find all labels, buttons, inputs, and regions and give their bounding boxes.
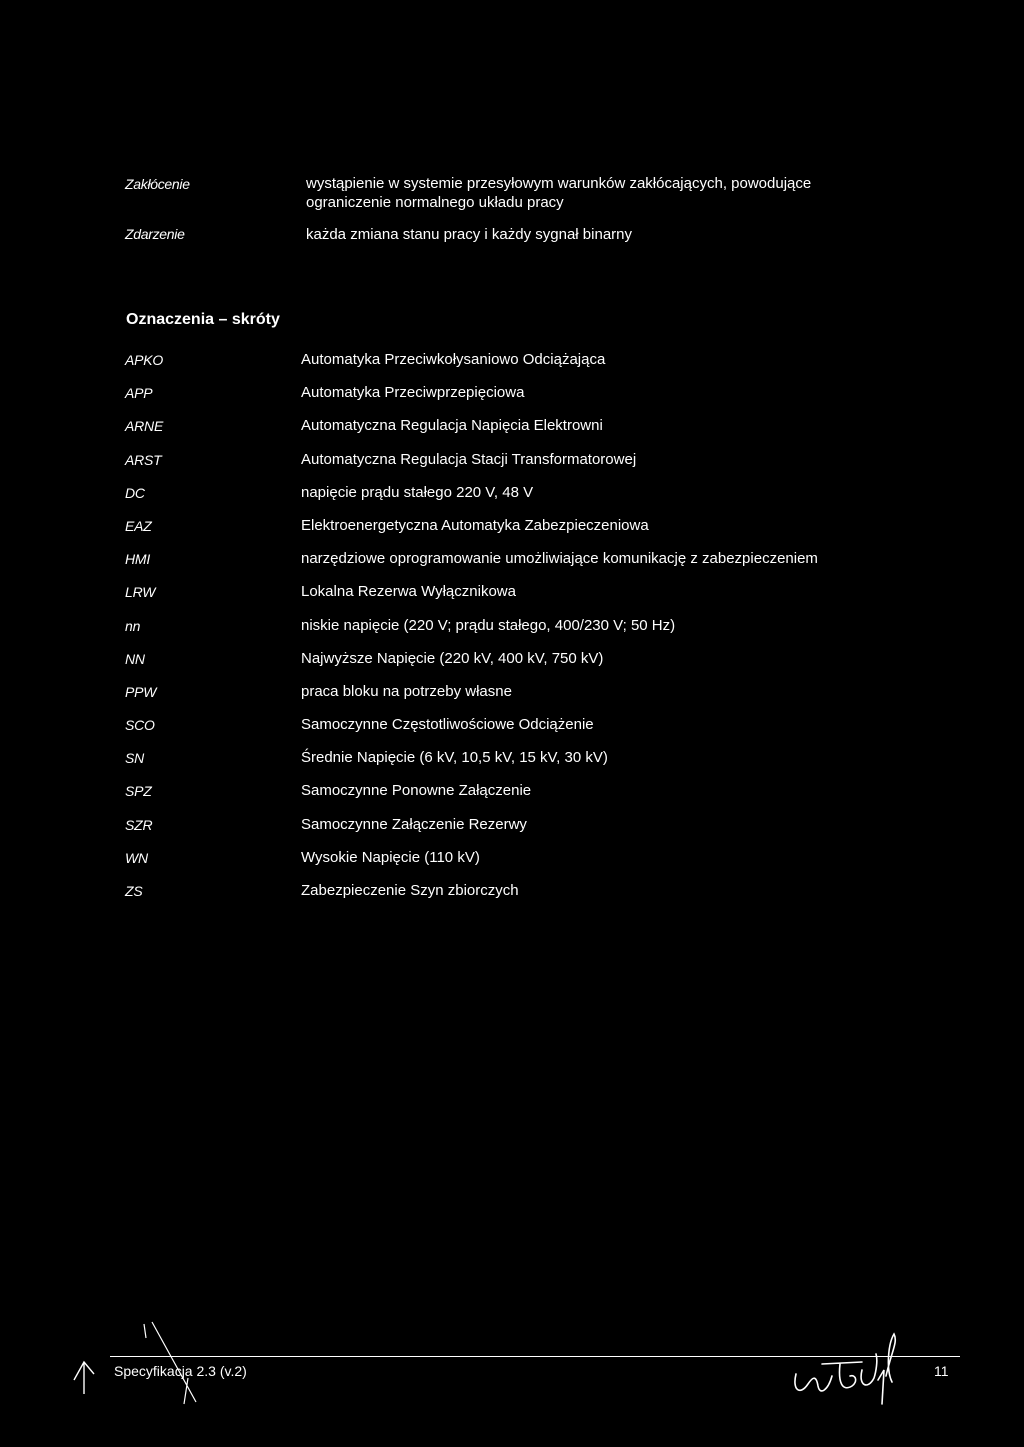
abbreviation-row xyxy=(125,717,905,750)
abbreviation-row xyxy=(125,584,905,617)
abbreviation-row xyxy=(125,651,905,684)
abbreviation-row xyxy=(125,418,905,451)
abbreviation-key: ARST xyxy=(125,451,162,468)
abbreviation-key: EAZ xyxy=(125,517,152,534)
abbreviation-key: DC xyxy=(125,484,145,501)
abbreviation-key: ZS xyxy=(125,883,143,899)
page-number: 11 xyxy=(934,1363,949,1379)
abbreviation-row xyxy=(125,352,905,385)
abbreviation-row xyxy=(125,883,905,916)
abbreviation-key: SCO xyxy=(125,717,155,734)
section-title: Oznaczenia – skróty xyxy=(126,311,280,328)
footer-spec-label: Specyfikacja 2.3 (v.2) xyxy=(114,1363,247,1379)
abbreviation-row xyxy=(125,817,905,850)
definition-term: Zdarzenie xyxy=(125,226,185,242)
abbreviation-row xyxy=(125,618,905,651)
abbreviation-value: Zabezpieczenie Szyn zbiorczych xyxy=(301,882,519,899)
definition-text: każda zmiana stanu pracy i każdy sygnał binarny xyxy=(306,226,633,243)
abbreviation-key: nn xyxy=(125,617,141,634)
abbreviation-row xyxy=(125,518,905,551)
abbreviation-row xyxy=(125,385,905,418)
handwritten-signature-icon xyxy=(782,1330,912,1410)
abbreviation-value: napięcie prądu stałego 220 V, 48 V xyxy=(301,483,534,501)
abbreviation-value: niskie napięcie (220 V; prądu stałego, 400/230 V; 50 Hz) xyxy=(301,616,676,634)
abbreviation-key: SN xyxy=(125,750,145,767)
abbreviation-value: Automatyka Przeciwprzepięciowa xyxy=(301,384,525,402)
abbreviation-row xyxy=(125,750,905,783)
abbreviation-value: Automatyczna Regulacja Stacji Transformatorowej xyxy=(301,450,637,468)
abbreviation-value: Automatyczna Regulacja Napięcia Elektrowni xyxy=(301,417,603,435)
abbreviation-key: APKO xyxy=(125,352,164,368)
abbreviation-key: ARNE xyxy=(125,418,164,435)
abbreviation-key: LRW xyxy=(125,584,156,601)
abbreviation-value: Automatyka Przeciwkołysaniowo Odciążająca xyxy=(301,351,606,368)
abbreviation-value: Średnie Napięcie (6 kV, 10,5 kV, 15 kV, 30 kV) xyxy=(301,749,608,767)
abbreviation-value: Najwyższe Napięcie (220 kV, 400 kV, 750 kV) xyxy=(301,649,604,667)
abbreviation-key: SPZ xyxy=(125,783,152,800)
abbreviation-row xyxy=(125,485,905,518)
definition-text: wystąpienie w systemie przesyłowym warunków zakłócających, powodujące ograniczenie normalnego układu pracy xyxy=(306,175,812,211)
abbreviation-key: SZR xyxy=(125,816,153,833)
abbreviation-key: HMI xyxy=(125,551,151,568)
abbreviation-value: Samoczynne Częstotliwościowe Odciążenie xyxy=(301,716,594,734)
abbreviation-key: WN xyxy=(125,849,148,866)
abbreviation-list xyxy=(125,352,905,916)
abbreviation-row xyxy=(125,452,905,485)
initials-signature-icon xyxy=(70,1340,110,1400)
abbreviation-key: PPW xyxy=(125,683,157,700)
abbreviation-row xyxy=(125,783,905,816)
abbreviation-value: praca bloku na potrzeby własne xyxy=(301,682,512,700)
abbreviation-row xyxy=(125,850,905,883)
abbreviation-row xyxy=(125,551,905,584)
abbreviation-value: Wysokie Napięcie (110 kV) xyxy=(301,848,480,866)
abbreviation-row xyxy=(125,684,905,717)
abbreviation-value: Elektroenergetyczna Automatyka Zabezpieczeniowa xyxy=(301,516,649,534)
abbreviation-value: Samoczynne Załączenie Rezerwy xyxy=(301,815,527,833)
abbreviation-value: narzędziowe oprogramowanie umożliwiające komunikację z zabezpieczeniem xyxy=(301,550,818,568)
abbreviation-value: Lokalna Rezerwa Wyłącznikowa xyxy=(301,583,516,601)
abbreviation-value: Samoczynne Ponowne Załączenie xyxy=(301,782,532,800)
definition-term: Zakłócenie xyxy=(125,176,190,192)
abbreviation-key: NN xyxy=(125,650,145,667)
abbreviation-key: APP xyxy=(125,385,153,402)
